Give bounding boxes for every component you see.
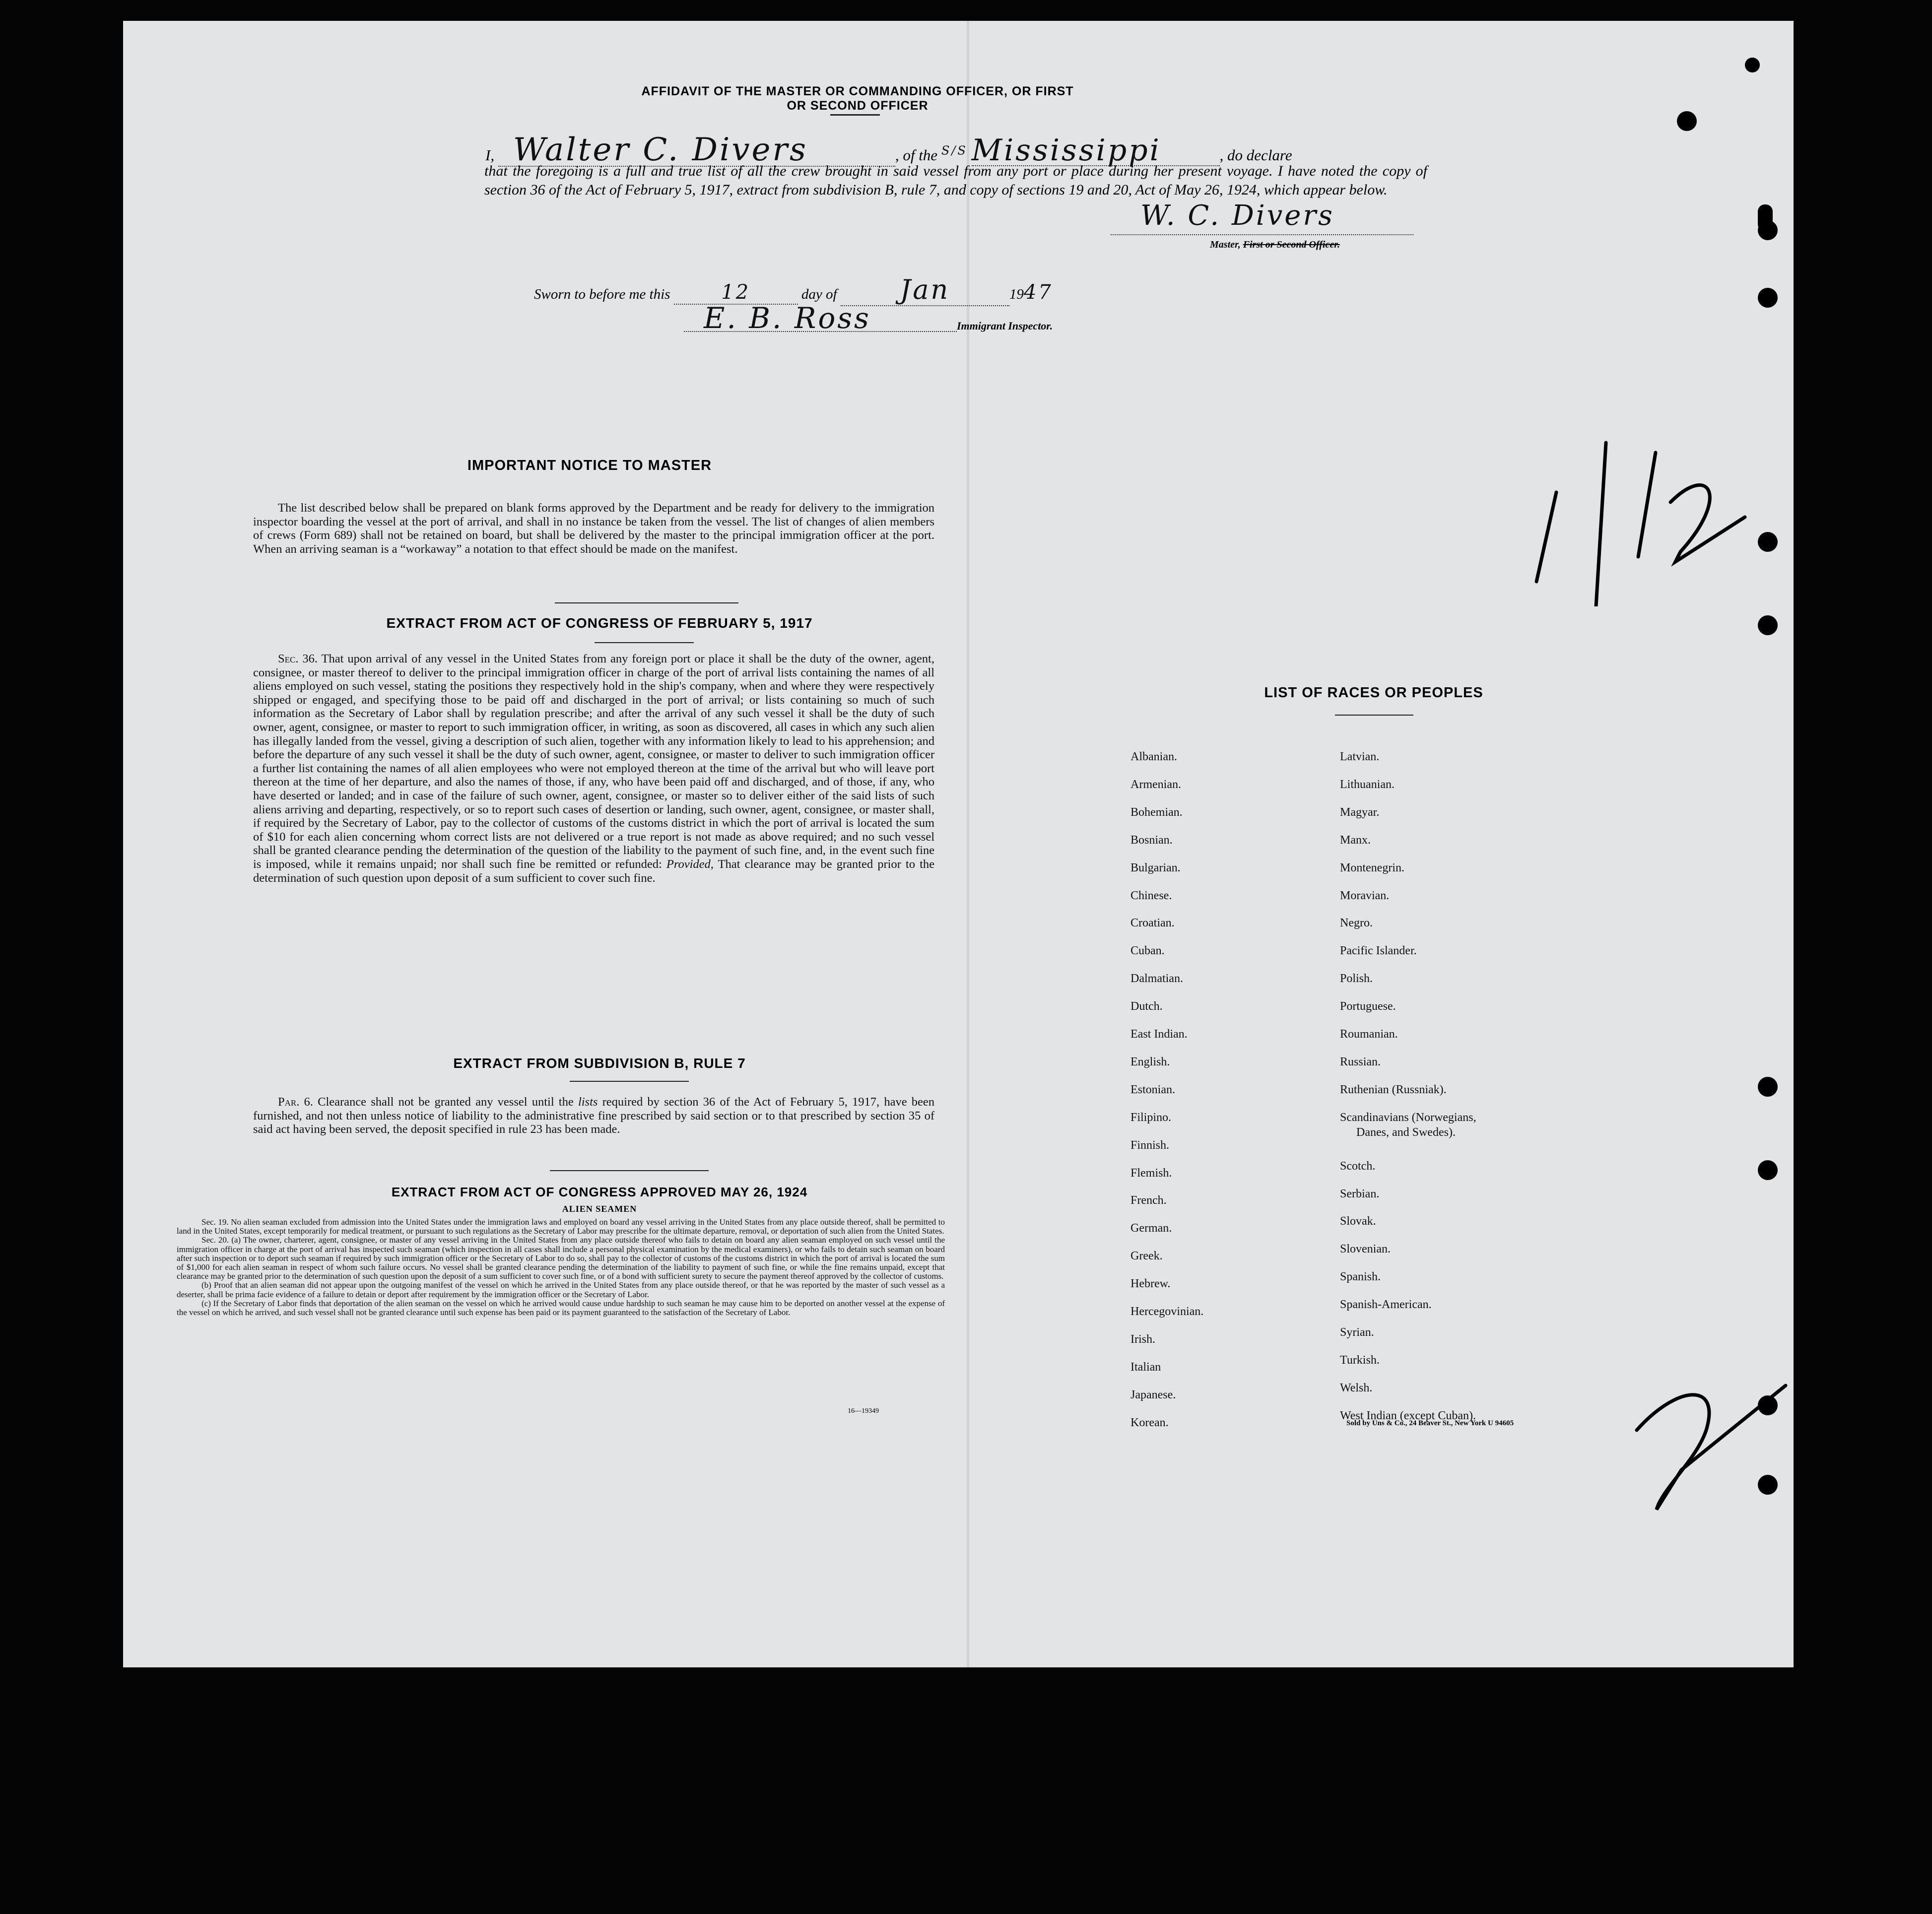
race-item: Hercegovinian. bbox=[1131, 1305, 1204, 1318]
divider bbox=[555, 602, 738, 603]
race-item: East Indian. bbox=[1131, 1028, 1188, 1041]
race-item: Hebrew. bbox=[1131, 1277, 1171, 1291]
year-prefix: 19 bbox=[1009, 286, 1024, 302]
race-item: Manx. bbox=[1340, 833, 1371, 847]
punch-hole bbox=[1758, 615, 1778, 635]
race-item: Slovak. bbox=[1340, 1215, 1376, 1228]
punch-hole bbox=[1758, 288, 1778, 308]
race-item: Italian bbox=[1131, 1360, 1161, 1374]
punch-hole bbox=[1758, 532, 1778, 552]
race-item: Finnish. bbox=[1131, 1138, 1170, 1152]
race-item: French. bbox=[1131, 1194, 1167, 1207]
proviso-text: That clearance may be granted prior to the determination of such question upon deposit of a sum sufficient to cover such fine. bbox=[253, 857, 934, 885]
day-of-label: day of bbox=[801, 286, 837, 302]
divider bbox=[830, 114, 880, 116]
race-item: Filipino. bbox=[1131, 1111, 1172, 1124]
race-item: Armenian. bbox=[1131, 778, 1181, 791]
sworn-month-handwritten: Jan bbox=[900, 274, 950, 305]
race-item: Polish. bbox=[1340, 972, 1373, 986]
race-item: Irish. bbox=[1131, 1332, 1155, 1346]
race-item: Spanish-American. bbox=[1340, 1298, 1432, 1312]
race-item: Welsh. bbox=[1340, 1381, 1373, 1394]
race-item: Slovenian. bbox=[1340, 1243, 1391, 1256]
extract-1917-title: EXTRACT FROM ACT OF CONGRESS OF FEBRUARY 5, 1917 bbox=[386, 615, 813, 631]
master-signature-handwritten: W. C. Divers bbox=[1140, 199, 1334, 232]
vessel-prefix-handwritten: S/S bbox=[941, 143, 968, 158]
inspector-signature-field bbox=[684, 301, 957, 335]
race-item: Ruthenian (Russniak). bbox=[1340, 1083, 1447, 1096]
punch-hole bbox=[1745, 58, 1760, 72]
punch-hole bbox=[1758, 1077, 1778, 1097]
punch-hole bbox=[1758, 1160, 1778, 1180]
page-fold bbox=[967, 21, 969, 1667]
race-item: Magyar. bbox=[1340, 805, 1380, 819]
race-item: English. bbox=[1131, 1055, 1170, 1068]
divider bbox=[570, 1081, 689, 1082]
lists-word: lists bbox=[578, 1095, 598, 1109]
extract-1917-text bbox=[253, 652, 934, 885]
race-item: Lithuanian. bbox=[1340, 778, 1395, 791]
rule7-text-a: Clearance shall not be granted any vessel until the bbox=[318, 1095, 574, 1109]
race-item: Bosnian. bbox=[1131, 833, 1173, 847]
race-item: Syrian. bbox=[1340, 1326, 1374, 1339]
year-suffix-handwritten: 47 bbox=[1023, 281, 1053, 304]
race-item: Roumanian. bbox=[1340, 1028, 1398, 1041]
proviso-label: Provided, bbox=[666, 857, 714, 871]
race-item: Albanian. bbox=[1131, 750, 1177, 763]
race-item: Negro. bbox=[1340, 917, 1373, 930]
race-item: Danes, and Swedes). bbox=[1356, 1125, 1456, 1139]
do-declare-label: , do declare bbox=[1219, 146, 1292, 164]
master-label-line bbox=[1210, 239, 1340, 251]
par-label: Par. 6. bbox=[278, 1095, 313, 1109]
vessel-name-handwritten: Mississippi bbox=[971, 133, 1161, 168]
section-label: Sec. 36. bbox=[278, 652, 318, 665]
of-the-label: , of the bbox=[895, 146, 938, 164]
printer-footer: Sold by Uns & Co., 24 Beaver St., New York U 94605 bbox=[1346, 1419, 1514, 1427]
race-item: Greek. bbox=[1131, 1250, 1163, 1263]
extract-1924-title: EXTRACT FROM ACT OF CONGRESS APPROVED MAY 26, 1924 bbox=[391, 1185, 808, 1199]
divider bbox=[595, 642, 694, 643]
extract-rule7-text bbox=[253, 1095, 934, 1136]
extract-rule7-title: EXTRACT FROM SUBDIVISION B, RULE 7 bbox=[453, 1056, 746, 1071]
inspector-signature-handwritten: E. B. Ross bbox=[704, 301, 871, 335]
race-item: Estonian. bbox=[1131, 1083, 1175, 1096]
divider bbox=[550, 1170, 709, 1171]
sec-20c: (c) If the Secretary of Labor finds that deportation of the alien seaman on the vessel on which he arrived would cause undue hardship to such seaman he may cause him to be deported on another vessel at the expense of the vessel on which he arrived, and such vessel shall not be granted clearance until such expense has been paid or its payment guaranteed to the satisfaction of the Secretary of Labor. bbox=[177, 1298, 945, 1318]
extract-1924-text bbox=[177, 1218, 945, 1317]
race-item: Dutch. bbox=[1131, 1000, 1163, 1013]
handwritten-fraction-mark bbox=[1522, 413, 1750, 606]
race-item: Dalmatian. bbox=[1131, 972, 1183, 986]
inspector-label: Immigrant Inspector. bbox=[957, 320, 1053, 332]
punch-hole bbox=[1758, 204, 1773, 231]
master-name-handwritten: Walter C. Divers bbox=[513, 132, 808, 168]
race-item: Portuguese. bbox=[1340, 1000, 1396, 1013]
race-item: Pacific Islander. bbox=[1340, 944, 1417, 958]
race-item: Japanese. bbox=[1131, 1388, 1176, 1401]
race-item: Scandinavians (Norwegians, bbox=[1340, 1111, 1476, 1124]
punch-hole bbox=[1677, 111, 1697, 131]
divider bbox=[1335, 715, 1413, 716]
race-item: Flemish. bbox=[1131, 1166, 1172, 1180]
race-item: Chinese. bbox=[1131, 889, 1172, 902]
race-item: Cuban. bbox=[1131, 944, 1165, 958]
sec-20a: Sec. 20. (a) The owner, charterer, agent, consignee, or master of any vessel arriving in the United States from any place outside thereof who fails to detain on board any alien seaman employed on such vessel until the immigration officer in charge at the port of arrival has inspected such seaman (which inspection in all cases shall include a personal physical examination by the medical examiners), or who fails to detain such seaman on board after such inspection or to deport such seaman if required by such immigration officer or the Secretary of Labor to do so, shall pay to the collector of customs of the customs district in which the port of arrival is located the sum of $1,000 for each alien seaman in respect of whom such failure occurs. No vessel shall be granted clearance pending the determination of the liability to payment of such fine, or while the fine remains unpaid, except that clearance may be granted prior to the determination of such question upon the deposit of a sum sufficient to cover such fine, or of a bond with sufficient surety to secure the payment thereof approved by the collector of customs. bbox=[177, 1235, 945, 1281]
race-item: Croatian. bbox=[1131, 917, 1175, 930]
handwritten-page-number bbox=[1632, 1371, 1791, 1519]
sworn-text: Sworn to before me this bbox=[534, 286, 670, 302]
declaration-prefix: I, bbox=[485, 146, 495, 164]
race-item: Korean. bbox=[1131, 1416, 1169, 1429]
race-item: Spanish. bbox=[1340, 1270, 1381, 1284]
affidavit-title: AFFIDAVIT OF THE MASTER OR COMMANDING OFFICER, OR FIRST OR SECOND OFFICER bbox=[641, 84, 1074, 113]
race-item: Bohemian. bbox=[1131, 805, 1183, 819]
races-title: LIST OF RACES OR PEOPLES bbox=[1264, 685, 1483, 701]
sec-20b: (b) Proof that an alien seaman did not appear upon the outgoing manifest of the vessel on which he arrived in the United States from any place outside thereof, or that he was reported by the master of such vessel as a deserter, shall be prima facie evidence of a failure to detain or deport after requirement by the immigration officer or the Secretary of Labor. bbox=[177, 1280, 945, 1299]
form-number: 16—19349 bbox=[848, 1407, 879, 1415]
race-item: Serbian. bbox=[1340, 1187, 1380, 1200]
section-36-body: That upon arrival of any vessel in the United States from any foreign port or place it shall be the duty of the owner, agent, consignee, or master thereof to deliver to the principal immigration officer in charge of the port of arrival lists containing the names of all aliens employed on such vessel, stating the positions they respectively hold in the ship's company, when and where they were respectively shipped or engaged, and specifying those to be paid off and discharged in the port of arrival; or lists containing so much of such information as the Secretary of Labor shall by regulation prescribe; and after the arrival of any such vessel it shall be the duty of such owner, agent, consignee, or master to report to such immigration officer, in writing, as soon as discovered, all cases in which any such alien has illegally landed from the vessel, giving a description of such alien, together with any information likely to lead to his apprehension; and before the departure of any such vessel it shall be the duty of such owner, agent, consignee, or master to deliver to such immigration officer a further list containing the names of all alien employees who were not employed thereon at the time of the arrival but who will leave port thereon at the time of her departure, and also the names of those, if any, who have been paid off and discharged, and of those, if any, who have deserted or landed; and in case of the failure of such owner, agent, consignee, or master so to deliver either of the said lists of such aliens arriving and departing, respectively, or so to report such cases of desertion or landing, such owner, agent, consignee, or master shall, if required by the Secretary of Labor, pay to the collector of customs of the customs district in which the port of arrival is located the sum of $10 for each alien concerning whom correct lists are not delivered or a true report is not made as above required; and no such vessel shall be granted clearance pending the determination of the question of the liability to the payment of such fine, and, in the event such fine is imposed, while it remains unpaid; nor shall such fine be remitted or refunded: bbox=[253, 652, 934, 871]
race-item: Montenegrin. bbox=[1340, 861, 1404, 874]
struck-officer-label: First or Second Officer. bbox=[1243, 239, 1340, 250]
race-item: Moravian. bbox=[1340, 889, 1390, 902]
document-sheet bbox=[123, 21, 1794, 1667]
sec-19: Sec. 19. No alien seaman excluded from admission into the United States under the immigration laws and employed on board any vessel arriving in the United States from any place outside thereof, shall be permitted to land in the United States, except temporarily for medical treatment, or pursuant to such regulations as the Secretary of Labor may prescribe for the ultimate departure, removal, or deportation of such alien from the United States. bbox=[177, 1217, 945, 1236]
race-item: German. bbox=[1131, 1222, 1172, 1235]
affidavit-statement: that the foregoing is a full and true list of all the crew brought in said vessel from any port or place during her present voyage. I have noted the copy of section 36 of the Act of February 5, 1917, extract from subdivision B, rule 7, and copy of sections 19 and 20, Act of May 26, 1924, which appear below. bbox=[484, 163, 1427, 198]
rule7-text-b: required by section 36 of the Act of February 5, 1917, have been furnished, and not then unless notice of liability to the administrative fine prescribed by said section or to that prescribed by section 35 of said act having been served, the deposit specified in rule 23 has been made. bbox=[253, 1095, 935, 1136]
race-item: West Indian (except Cuban). bbox=[1340, 1409, 1476, 1422]
race-item: Latvian. bbox=[1340, 750, 1380, 763]
race-item: Russian. bbox=[1340, 1055, 1381, 1068]
extract-1924-subtitle: ALIEN SEAMEN bbox=[562, 1204, 637, 1214]
race-item: Scotch. bbox=[1340, 1159, 1376, 1173]
master-signature-field bbox=[1111, 199, 1413, 235]
race-item: Turkish. bbox=[1340, 1353, 1380, 1367]
master-label: Master, bbox=[1210, 239, 1241, 250]
race-item: Bulgarian. bbox=[1131, 861, 1181, 874]
notice-title: IMPORTANT NOTICE TO MASTER bbox=[467, 458, 712, 473]
notice-text: The list described below shall be prepared on blank forms approved by the Department and be ready for delivery to the immigration inspector boarding the vessel at the port of arrival, and shall in no instance be taken from the vessel. The list of changes of alien members of crews (Form 689) shall not be retained on board, but shall be delivered by the master to the principal immigration officer at the port. When an arriving seaman is a “workaway” a notation to that effect should be made on the manifest. bbox=[253, 501, 934, 556]
sworn-day-handwritten: 12 bbox=[721, 281, 751, 304]
